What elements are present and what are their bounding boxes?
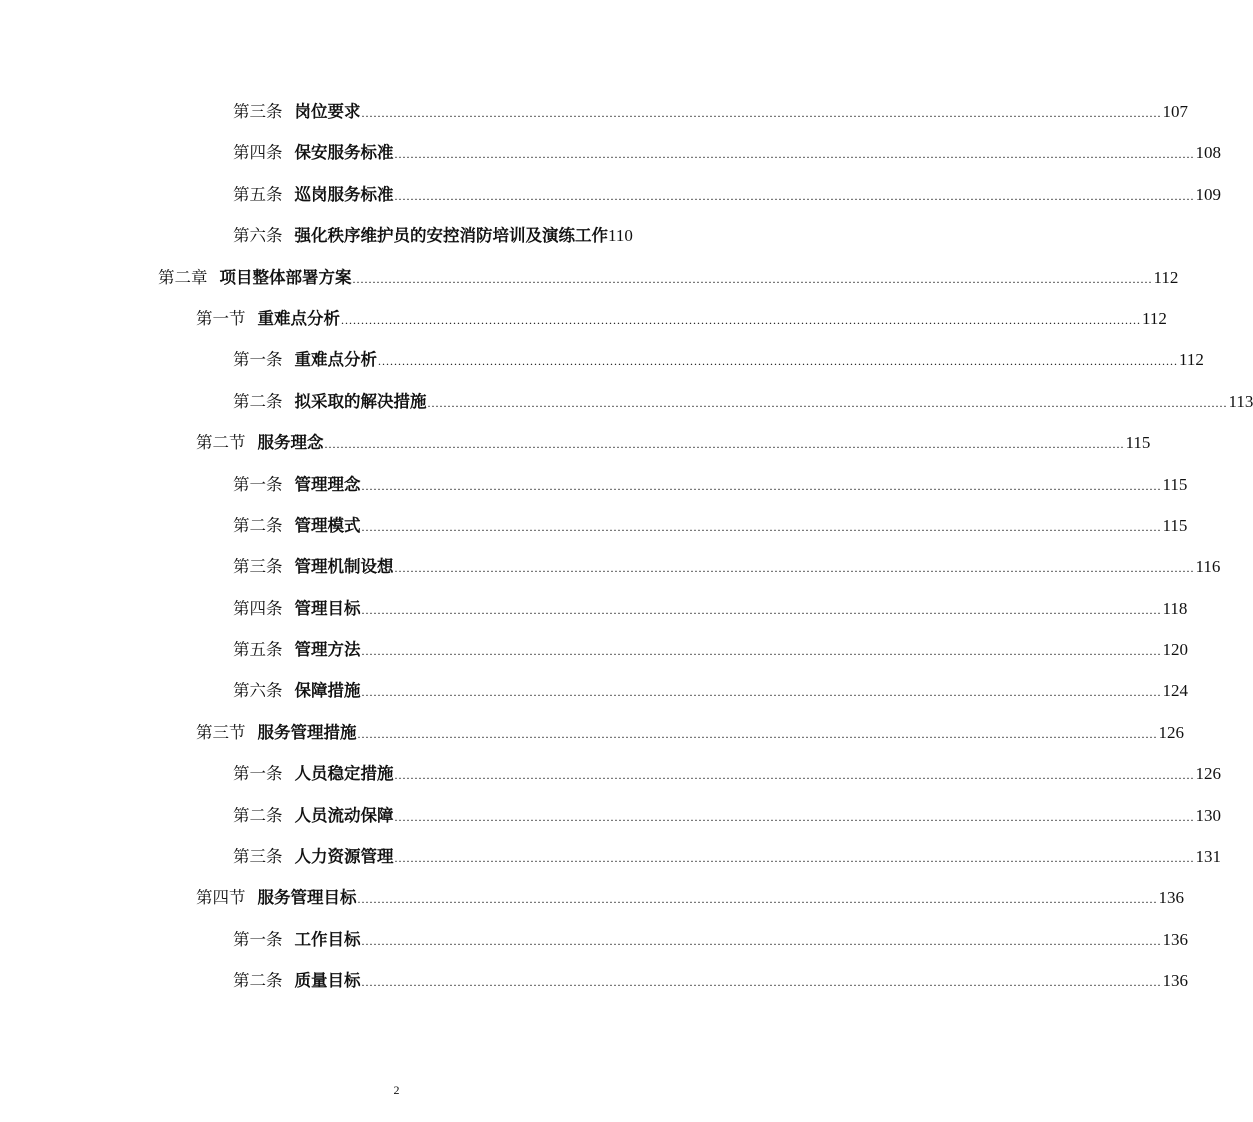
toc-dot-leader: ........................................................................................................................................................................................................: [394, 809, 1195, 824]
toc-dot-leader: ........................................................................................................................................................................................................: [427, 395, 1228, 410]
toc-entry[interactable]: [0, 129, 1221, 170]
toc-entry-number: 第六条: [233, 681, 283, 701]
toc-entry-page: 112: [1142, 308, 1167, 328]
toc-entry-number: 第二条: [233, 805, 283, 825]
toc-entry-line: [233, 843, 1221, 867]
toc-entry-number: 第二条: [233, 971, 283, 991]
toc-entry-title: 管理模式: [294, 515, 361, 535]
toc-entry-title: 管理理念: [294, 474, 361, 494]
toc-entry[interactable]: [0, 585, 1188, 626]
toc-entry-line: [233, 926, 1188, 950]
toc-entry-number: 第一条: [233, 929, 283, 949]
toc-entry-page: 108: [1195, 143, 1221, 163]
toc-dot-leader: ........................................................................................................................................................................................................: [352, 271, 1153, 286]
toc-dot-leader: ........................................................................................................................................................................................................: [361, 519, 1162, 534]
toc-entry[interactable]: [0, 709, 1184, 750]
toc-entry-line: [233, 802, 1221, 826]
toc-entry-title: 人员流动保障: [294, 805, 394, 825]
toc-dot-leader: ........................................................................................................................................................................................................: [361, 933, 1162, 948]
toc-entry-title: 服务管理目标: [257, 888, 357, 908]
toc-entry-page: 131: [1195, 847, 1221, 867]
toc-dot-leader: ........................................................................................................................................................................................................: [361, 478, 1162, 493]
toc-entry[interactable]: [0, 957, 1188, 998]
toc-entry[interactable]: [0, 543, 1221, 584]
table-of-contents: [0, 88, 1253, 999]
toc-entry-page: 126: [1195, 764, 1221, 784]
toc-entry-number: 第四条: [233, 598, 283, 618]
toc-entry[interactable]: [0, 833, 1221, 874]
toc-entry-number: 第六条: [233, 226, 283, 246]
toc-entry-title: 管理机制设想: [294, 557, 394, 577]
toc-entry-page: 115: [1162, 515, 1188, 535]
toc-entry[interactable]: [0, 502, 1188, 543]
toc-entry-title: 保安服务标准: [294, 143, 394, 163]
toc-dot-leader: ........................................................................................................................................................................................................: [341, 312, 1141, 327]
toc-dot-leader: ........................................................................................................................................................................................................: [394, 188, 1195, 203]
toc-entry-page: 109: [1195, 184, 1221, 204]
toc-entry[interactable]: [0, 295, 1167, 336]
toc-entry-number: 第四条: [233, 143, 283, 163]
toc-entry-title: 管理方法: [294, 640, 361, 660]
toc-entry-line: [233, 181, 1221, 205]
toc-entry-number: 第一节: [196, 308, 246, 328]
toc-entry-page: 136: [1162, 929, 1188, 949]
toc-entry-line: [196, 305, 1167, 329]
toc-entry-title: 保障措施: [294, 681, 361, 701]
toc-entry-title: 巡岗服务标准: [294, 184, 394, 204]
toc-dot-leader: ........................................................................................................................................................................................................: [361, 106, 1162, 120]
toc-entry-number: 第三节: [196, 722, 246, 742]
toc-dot-leader: ........................................................................................................................................................................................................: [361, 685, 1162, 700]
toc-entry-page: 112: [1179, 350, 1204, 370]
toc-entry-title: 人力资源管理: [294, 847, 394, 867]
toc-entry-line: [233, 139, 1221, 163]
toc-entry[interactable]: [0, 461, 1188, 502]
toc-entry-page: 113: [1228, 391, 1253, 411]
toc-entry-title: 重难点分析: [294, 350, 377, 370]
toc-entry-line: [196, 884, 1184, 908]
toc-entry-number: 第三条: [233, 102, 283, 121]
toc-entry-number: 第一条: [233, 350, 283, 370]
toc-entry[interactable]: [0, 419, 1151, 460]
toc-entry-line: [158, 264, 1179, 288]
toc-entry-number: 第二节: [196, 433, 246, 453]
toc-entry-number: 第二条: [233, 515, 283, 535]
toc-entry-line: [233, 388, 1253, 412]
toc-entry-title: 项目整体部署方案: [219, 267, 352, 287]
toc-entry-page: 118: [1162, 598, 1188, 618]
toc-entry[interactable]: [0, 378, 1253, 419]
toc-entry[interactable]: [0, 792, 1221, 833]
toc-entry-title: 质量目标: [294, 971, 361, 991]
toc-entry-line: [233, 967, 1188, 991]
toc-entry-page: 110: [608, 226, 633, 246]
toc-entry-title: 岗位要求: [294, 102, 361, 121]
toc-entry-number: 第四节: [196, 888, 246, 908]
toc-entry-page: 120: [1162, 640, 1188, 660]
toc-entry-line: [233, 553, 1221, 577]
toc-dot-leader: ........................................................................................................................................................................................................: [357, 892, 1158, 907]
toc-dot-leader: ........................................................................................................................................................................................................: [394, 561, 1195, 576]
toc-entry-number: 第三条: [233, 557, 283, 577]
toc-entry-line: [233, 636, 1188, 660]
toc-entry-page: 115: [1162, 474, 1188, 494]
toc-entry[interactable]: [0, 626, 1188, 667]
toc-entry[interactable]: [0, 171, 1221, 212]
toc-entry-title: 服务管理措施: [257, 722, 357, 742]
toc-entry-title: 人员稳定措施: [294, 764, 394, 784]
toc-entry-page: 112: [1153, 267, 1179, 287]
toc-entry-title: 工作目标: [294, 929, 361, 949]
toc-entry[interactable]: [0, 750, 1221, 791]
toc-entry-title: 拟采取的解决措施: [294, 391, 427, 411]
toc-entry-title: 管理目标: [294, 598, 361, 618]
toc-entry-page: 115: [1125, 433, 1151, 453]
toc-entry-title: 重难点分析: [257, 308, 340, 328]
toc-dot-leader: ........................................................................................................................................................................................................: [394, 147, 1195, 162]
toc-entry-line: [233, 222, 674, 246]
page-number: 2: [393, 1083, 400, 1097]
toc-entry-page: 126: [1158, 722, 1184, 742]
toc-entry-number: 第二章: [158, 267, 208, 287]
toc-entry[interactable]: [0, 916, 1188, 957]
toc-entry-page: 130: [1195, 805, 1221, 825]
toc-entry[interactable]: [0, 336, 1204, 377]
toc-dot-leader: ........................................................................................................................................................................................................: [394, 851, 1195, 866]
toc-entry-number: 第一条: [233, 764, 283, 784]
toc-entry-line: [233, 471, 1188, 495]
toc-dot-leader: ........................................................................................................................................................................................................: [357, 726, 1158, 741]
toc-entry-title: 服务理念: [257, 433, 324, 453]
toc-dot-leader: ........................................................................................................................................................................................................: [324, 437, 1125, 452]
toc-entry-page: 107: [1162, 102, 1188, 121]
toc-entry[interactable]: [0, 874, 1184, 915]
toc-entry-line: [233, 677, 1188, 701]
toc-entry-page: 116: [1195, 557, 1221, 577]
toc-entry-line: [233, 512, 1188, 536]
toc-entry-page: 136: [1162, 971, 1188, 991]
toc-dot-leader: ........................................................................................................................................................................................................: [378, 354, 1178, 369]
toc-dot-leader: ........................................................................................................................................................................................................: [361, 975, 1162, 990]
toc-entry-number: 第一条: [233, 474, 283, 494]
toc-entry-line: [233, 346, 1204, 370]
toc-entry[interactable]: [0, 212, 793, 253]
toc-entry[interactable]: [0, 88, 1188, 129]
toc-entry-number: 第三条: [233, 847, 283, 867]
toc-entry-line: [233, 760, 1221, 784]
toc-entry-page: 136: [1158, 888, 1184, 908]
toc-entry-line: [233, 595, 1188, 619]
toc-dot-leader: ........................................................................................................................................................................................................: [394, 768, 1195, 783]
toc-entry-title: 强化秩序维护员的安控消防培训及演练工作: [294, 226, 608, 246]
toc-dot-leader: ........................................................................................................................................................................................................: [361, 644, 1162, 659]
toc-entry-number: 第五条: [233, 184, 283, 204]
toc-entry[interactable]: [0, 254, 1179, 295]
toc-entry-line: [196, 429, 1151, 453]
toc-entry-number: 第五条: [233, 640, 283, 660]
toc-entry[interactable]: [0, 667, 1188, 708]
toc-entry-page: 124: [1162, 681, 1188, 701]
toc-entry-number: 第二条: [233, 391, 283, 411]
toc-dot-leader: ........................................................................................................................................................................................................: [361, 602, 1162, 617]
toc-entry-line: [233, 98, 1188, 122]
toc-entry-line: [196, 719, 1184, 743]
